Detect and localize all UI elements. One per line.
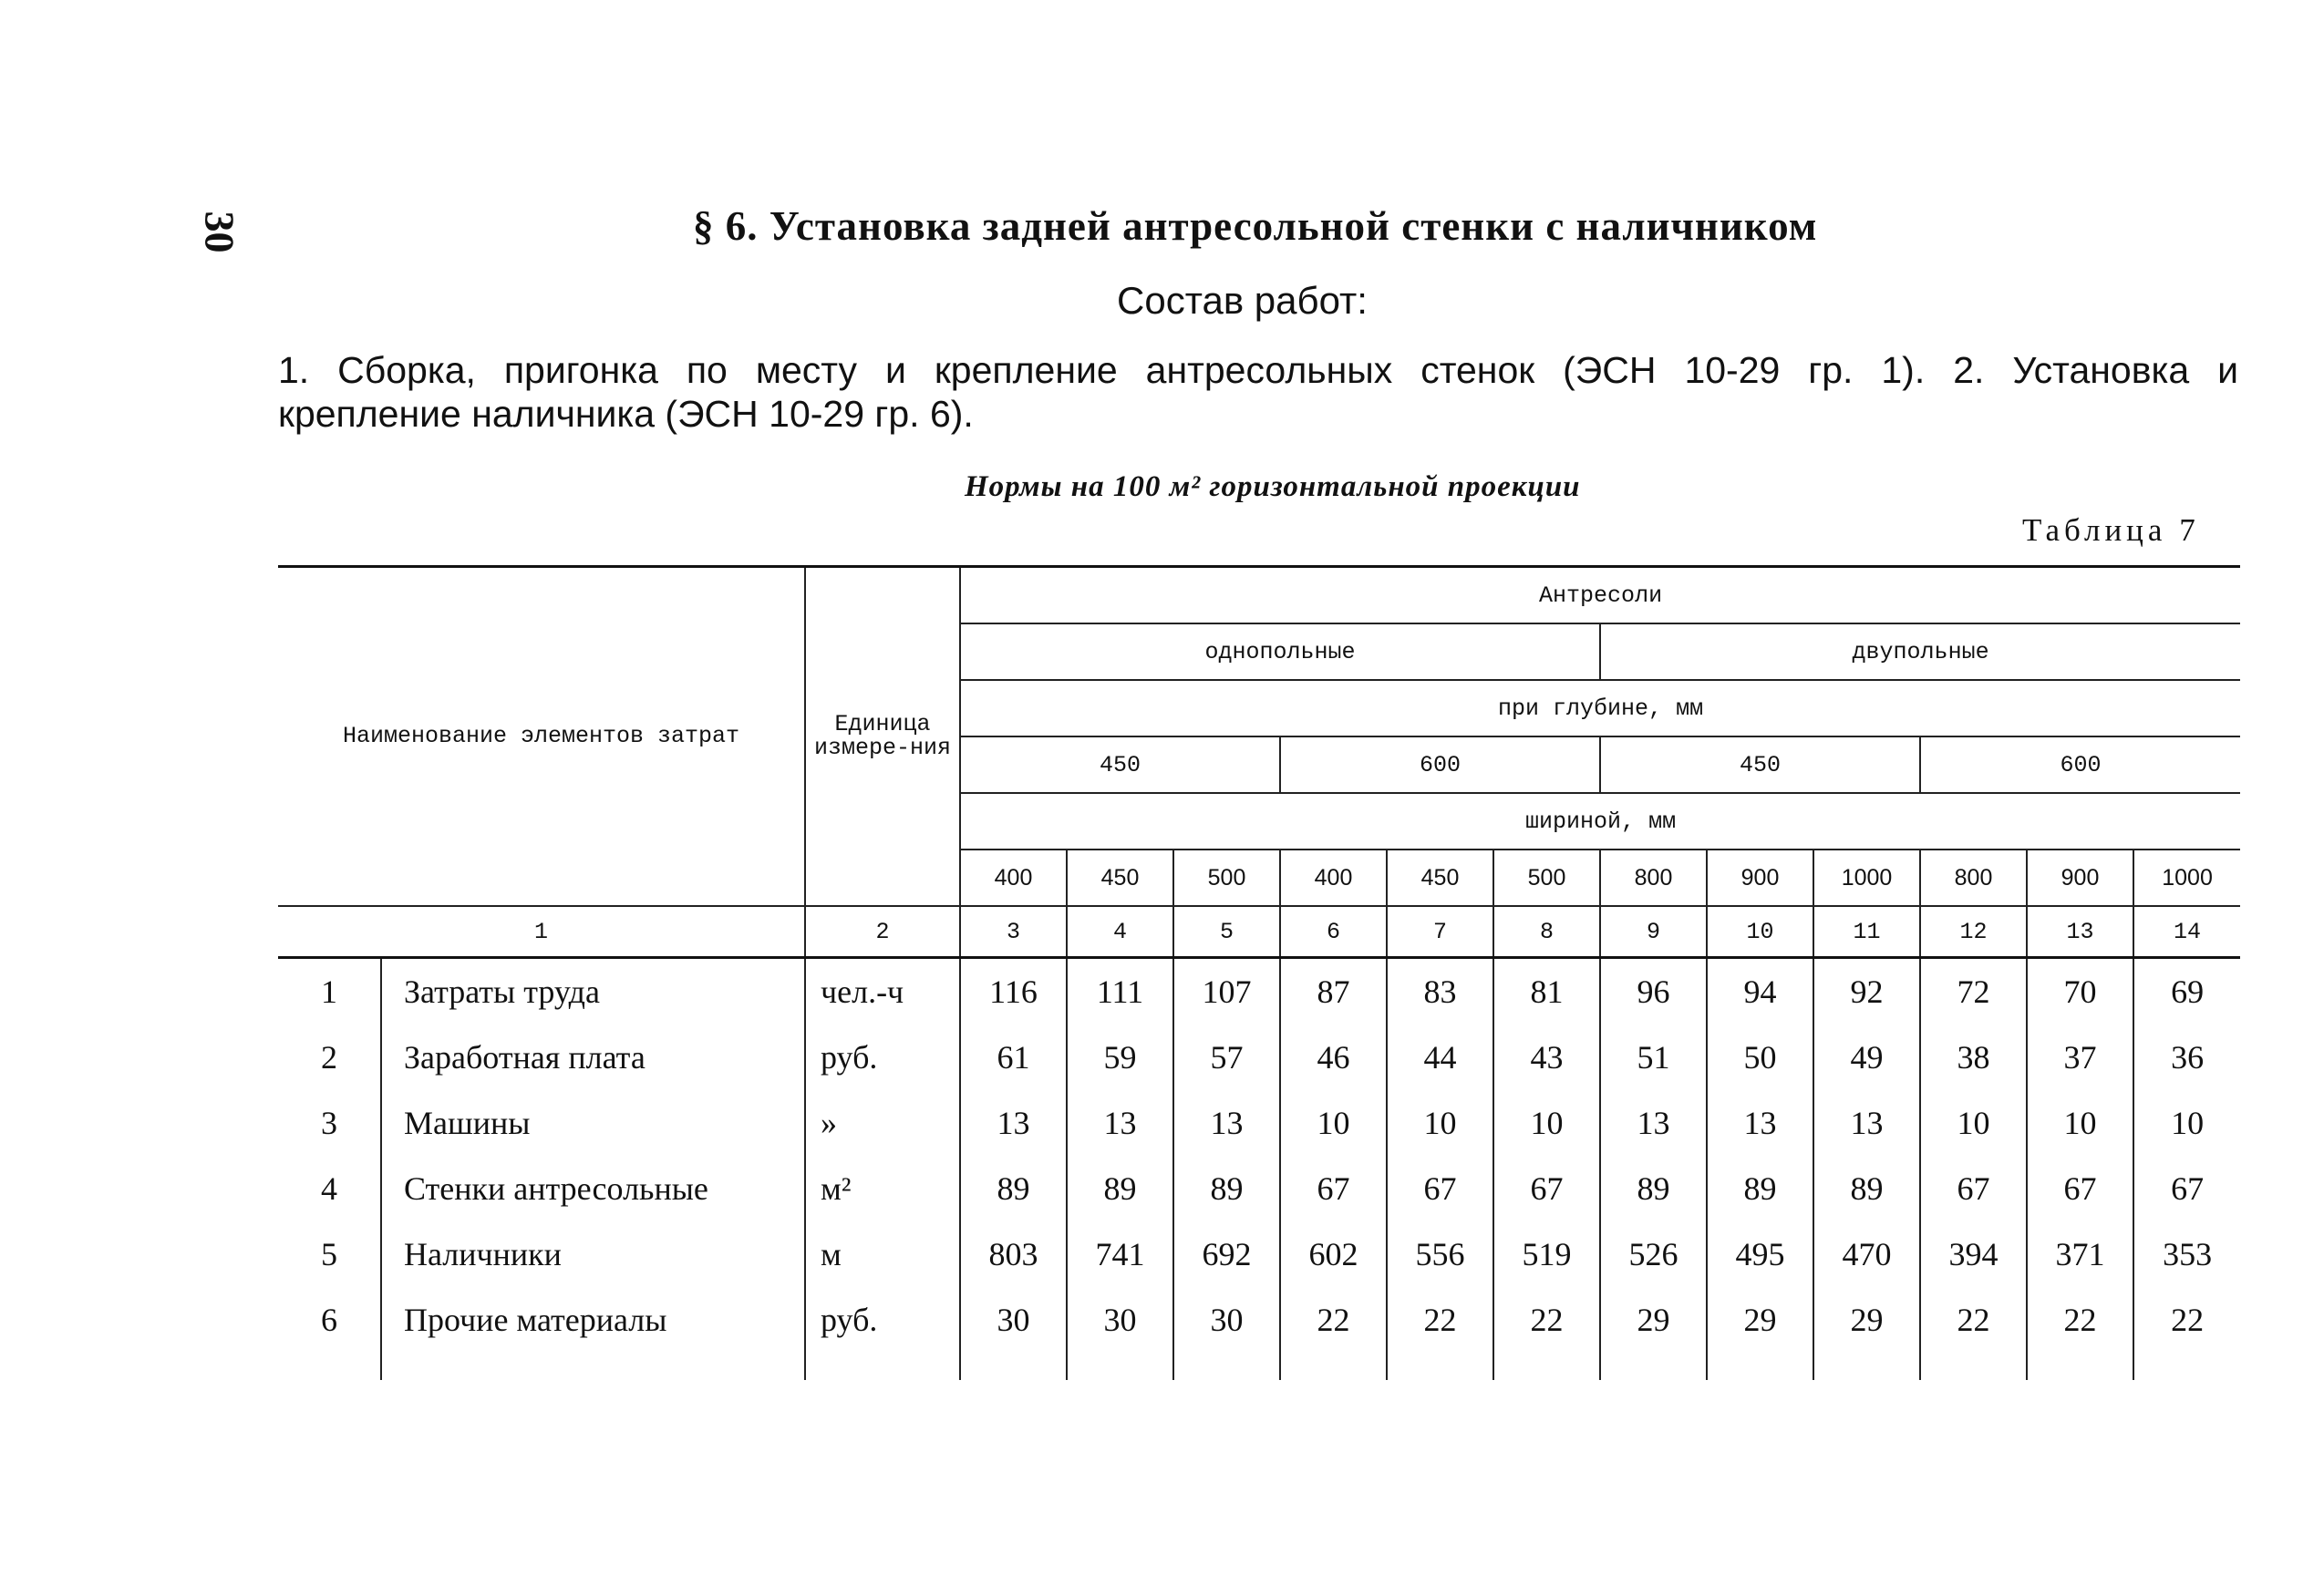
row-name: Машины bbox=[381, 1090, 805, 1156]
row-value: 13 bbox=[1707, 1090, 1813, 1156]
header-two-leaf: двупольные bbox=[1600, 623, 2240, 680]
row-value: 741 bbox=[1067, 1221, 1173, 1287]
row-value: 470 bbox=[1813, 1221, 1920, 1287]
row-value: 13 bbox=[1600, 1090, 1707, 1156]
spacer-cell bbox=[2027, 1353, 2133, 1380]
header-one-leaf: однопольные bbox=[960, 623, 1600, 680]
norms-table-wrapper bbox=[278, 565, 2234, 1380]
row-value: 46 bbox=[1280, 1025, 1387, 1090]
spacer-cell bbox=[278, 1353, 381, 1380]
row-value: 13 bbox=[960, 1090, 1067, 1156]
row-value: 10 bbox=[1493, 1090, 1600, 1156]
header-depth: 600 bbox=[1920, 736, 2240, 793]
spacer-cell bbox=[1493, 1353, 1600, 1380]
spacer-cell bbox=[960, 1353, 1067, 1380]
work-composition-heading: Состав работ: bbox=[1117, 279, 1368, 322]
header-depth-label: при глубине, мм bbox=[960, 680, 2240, 736]
spacer-cell bbox=[1600, 1353, 1707, 1380]
header-width: 1000 bbox=[2133, 850, 2240, 906]
column-number: 13 bbox=[2027, 906, 2133, 958]
row-value: 22 bbox=[2133, 1287, 2240, 1353]
column-number: 8 bbox=[1493, 906, 1600, 958]
column-number: 3 bbox=[960, 906, 1067, 958]
row-value: 49 bbox=[1813, 1025, 1920, 1090]
row-value: 13 bbox=[1813, 1090, 1920, 1156]
row-value: 495 bbox=[1707, 1221, 1813, 1287]
row-value: 116 bbox=[960, 958, 1067, 1025]
row-value: 38 bbox=[1920, 1025, 2027, 1090]
row-value: 44 bbox=[1387, 1025, 1493, 1090]
row-value: 10 bbox=[1920, 1090, 2027, 1156]
header-width: 500 bbox=[1493, 850, 1600, 906]
column-number: 1 bbox=[278, 906, 805, 958]
row-value: 57 bbox=[1173, 1025, 1280, 1090]
row-name: Заработная плата bbox=[381, 1025, 805, 1090]
column-number: 7 bbox=[1387, 906, 1493, 958]
column-number: 5 bbox=[1173, 906, 1280, 958]
header-name: Наименование элементов затрат bbox=[278, 567, 805, 907]
spacer-cell bbox=[1813, 1353, 1920, 1380]
row-unit: м² bbox=[805, 1156, 960, 1221]
row-number: 1 bbox=[321, 973, 337, 1010]
column-number: 2 bbox=[805, 906, 960, 958]
spacer-cell bbox=[1067, 1353, 1173, 1380]
row-value: 89 bbox=[1173, 1156, 1280, 1221]
row-number: 3 bbox=[321, 1105, 337, 1141]
row-name: Наличники bbox=[381, 1221, 805, 1287]
row-value: 67 bbox=[1493, 1156, 1600, 1221]
column-number: 10 bbox=[1707, 906, 1813, 958]
row-value: 519 bbox=[1493, 1221, 1600, 1287]
row-value: 22 bbox=[1493, 1287, 1600, 1353]
spacer-cell bbox=[381, 1353, 805, 1380]
row-value: 30 bbox=[1173, 1287, 1280, 1353]
row-value: 803 bbox=[960, 1221, 1067, 1287]
row-value: 10 bbox=[1280, 1090, 1387, 1156]
paragraph-line-2: крепление наличника (ЭСН 10-29 гр. 6). bbox=[278, 393, 974, 435]
row-value: 67 bbox=[2133, 1156, 2240, 1221]
norms-table bbox=[278, 565, 2240, 1380]
row-value: 89 bbox=[960, 1156, 1067, 1221]
spacer-cell bbox=[2133, 1353, 2240, 1380]
row-value: 22 bbox=[1387, 1287, 1493, 1353]
row-value: 10 bbox=[2027, 1090, 2133, 1156]
row-name: Стенки антресольные bbox=[381, 1156, 805, 1221]
header-width: 500 bbox=[1173, 850, 1280, 906]
row-value: 526 bbox=[1600, 1221, 1707, 1287]
row-value: 89 bbox=[1707, 1156, 1813, 1221]
row-unit: чел.-ч bbox=[805, 958, 960, 1025]
row-unit: м bbox=[805, 1221, 960, 1287]
column-number: 4 bbox=[1067, 906, 1173, 958]
row-value: 13 bbox=[1067, 1090, 1173, 1156]
header-width: 900 bbox=[2027, 850, 2133, 906]
row-value: 13 bbox=[1173, 1090, 1280, 1156]
row-value: 59 bbox=[1067, 1025, 1173, 1090]
row-value: 353 bbox=[2133, 1221, 2240, 1287]
row-value: 51 bbox=[1600, 1025, 1707, 1090]
page-number: 30 bbox=[196, 211, 243, 253]
table-row bbox=[278, 1156, 2240, 1221]
row-value: 692 bbox=[1173, 1221, 1280, 1287]
row-value: 89 bbox=[1600, 1156, 1707, 1221]
row-value: 10 bbox=[1387, 1090, 1493, 1156]
table-row bbox=[278, 1221, 2240, 1287]
row-value: 67 bbox=[1920, 1156, 2027, 1221]
row-value: 29 bbox=[1600, 1287, 1707, 1353]
row-value: 10 bbox=[2133, 1090, 2240, 1156]
header-width: 400 bbox=[960, 850, 1067, 906]
row-value: 72 bbox=[1920, 958, 2027, 1025]
row-value: 394 bbox=[1920, 1221, 2027, 1287]
header-width: 900 bbox=[1707, 850, 1813, 906]
table-number: Таблица 7 bbox=[2022, 512, 2200, 548]
spacer-cell bbox=[1707, 1353, 1813, 1380]
row-value: 36 bbox=[2133, 1025, 2240, 1090]
row-value: 371 bbox=[2027, 1221, 2133, 1287]
row-value: 107 bbox=[1173, 958, 1280, 1025]
row-value: 22 bbox=[1280, 1287, 1387, 1353]
header-width: 400 bbox=[1280, 850, 1387, 906]
table-row bbox=[278, 1090, 2240, 1156]
row-value: 556 bbox=[1387, 1221, 1493, 1287]
header-depth: 450 bbox=[1600, 736, 1920, 793]
row-unit: руб. bbox=[805, 1025, 960, 1090]
table-caption: Нормы на 100 м² горизонтальной проекции bbox=[965, 470, 1581, 503]
row-number: 5 bbox=[321, 1236, 337, 1272]
paragraph-line-1: 1. Сборка, пригонка по месту и крепление антресольных стенок (ЭСН 10-29 гр. 1). 2. Установка и bbox=[278, 349, 2238, 391]
row-value: 29 bbox=[1813, 1287, 1920, 1353]
row-value: 111 bbox=[1067, 958, 1173, 1025]
table-row bbox=[278, 958, 2240, 1025]
spacer-cell bbox=[1173, 1353, 1280, 1380]
column-number: 9 bbox=[1600, 906, 1707, 958]
row-unit: руб. bbox=[805, 1287, 960, 1353]
row-value: 61 bbox=[960, 1025, 1067, 1090]
spacer-cell bbox=[1387, 1353, 1493, 1380]
row-value: 37 bbox=[2027, 1025, 2133, 1090]
column-number: 6 bbox=[1280, 906, 1387, 958]
row-value: 89 bbox=[1813, 1156, 1920, 1221]
header-depth: 450 bbox=[960, 736, 1280, 793]
row-value: 30 bbox=[960, 1287, 1067, 1353]
section-title: § 6. Установка задней антресольной стенки с наличником bbox=[693, 203, 1818, 249]
row-value: 83 bbox=[1387, 958, 1493, 1025]
header-width: 1000 bbox=[1813, 850, 1920, 906]
row-unit: » bbox=[805, 1090, 960, 1156]
table-row bbox=[278, 1025, 2240, 1090]
row-value: 22 bbox=[2027, 1287, 2133, 1353]
row-value: 67 bbox=[1280, 1156, 1387, 1221]
row-value: 30 bbox=[1067, 1287, 1173, 1353]
work-composition-text bbox=[278, 348, 2238, 436]
header-depth: 600 bbox=[1280, 736, 1600, 793]
row-name: Прочие материалы bbox=[381, 1287, 805, 1353]
spacer-cell bbox=[805, 1353, 960, 1380]
header-group: Антресоли bbox=[960, 567, 2240, 624]
row-value: 67 bbox=[2027, 1156, 2133, 1221]
row-value: 70 bbox=[2027, 958, 2133, 1025]
spacer-cell bbox=[1920, 1353, 2027, 1380]
header-width-label: шириной, мм bbox=[960, 793, 2240, 850]
row-value: 22 bbox=[1920, 1287, 2027, 1353]
row-value: 67 bbox=[1387, 1156, 1493, 1221]
column-number: 14 bbox=[2133, 906, 2240, 958]
row-value: 92 bbox=[1813, 958, 1920, 1025]
row-value: 602 bbox=[1280, 1221, 1387, 1287]
row-value: 50 bbox=[1707, 1025, 1813, 1090]
header-width: 450 bbox=[1387, 850, 1493, 906]
row-number: 4 bbox=[321, 1170, 337, 1207]
spacer-cell bbox=[1280, 1353, 1387, 1380]
row-number: 6 bbox=[321, 1302, 337, 1338]
row-value: 43 bbox=[1493, 1025, 1600, 1090]
column-number: 12 bbox=[1920, 906, 2027, 958]
table-bottom-spacer bbox=[278, 1353, 2240, 1380]
table-row bbox=[278, 1287, 2240, 1353]
header-width: 800 bbox=[1600, 850, 1707, 906]
row-value: 81 bbox=[1493, 958, 1600, 1025]
row-value: 69 bbox=[2133, 958, 2240, 1025]
row-value: 89 bbox=[1067, 1156, 1173, 1221]
row-number: 2 bbox=[321, 1039, 337, 1076]
header-width: 450 bbox=[1067, 850, 1173, 906]
header-width: 800 bbox=[1920, 850, 2027, 906]
column-number: 11 bbox=[1813, 906, 1920, 958]
row-value: 96 bbox=[1600, 958, 1707, 1025]
row-name: Затраты труда bbox=[381, 958, 805, 1025]
row-value: 94 bbox=[1707, 958, 1813, 1025]
row-value: 87 bbox=[1280, 958, 1387, 1025]
row-value: 29 bbox=[1707, 1287, 1813, 1353]
header-unit: Единица измере-ния bbox=[805, 567, 960, 907]
